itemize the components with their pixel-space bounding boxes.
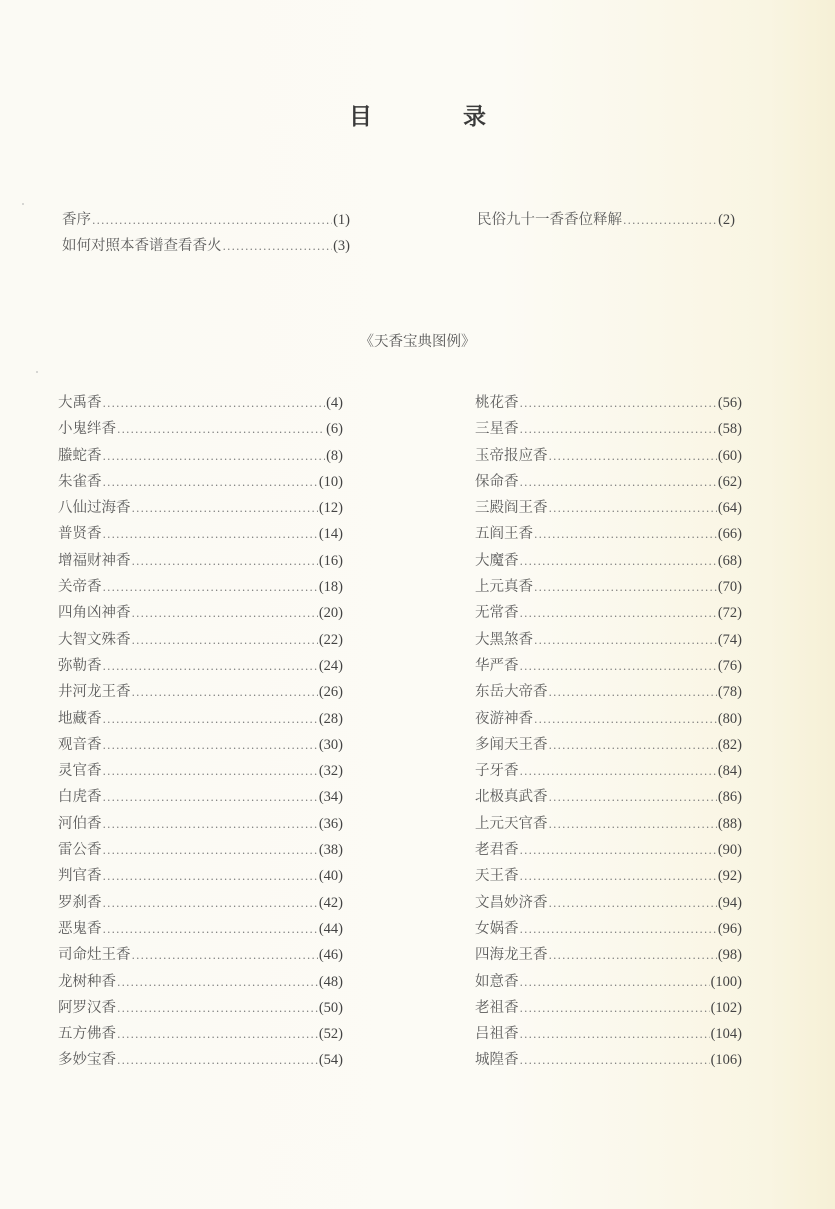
entry-title: 普贤香 [58, 526, 102, 543]
toc-entry[interactable] [58, 496, 343, 522]
entry-page-number: (52) [318, 1026, 343, 1043]
entry-title: 增福财神香 [58, 552, 131, 569]
dot-leader [223, 240, 333, 253]
dot-leader [520, 1054, 710, 1067]
entry-title: 上元天官香 [475, 815, 548, 832]
entry-title: 子牙香 [475, 763, 519, 780]
entry-title: 多妙宝香 [58, 1052, 116, 1069]
entry-page-number: (68) [717, 552, 742, 569]
toc-entry[interactable] [475, 943, 742, 969]
entry-title: 天王香 [475, 868, 519, 885]
toc-column-right [475, 391, 742, 1075]
dot-leader [117, 1054, 318, 1067]
dot-leader [520, 870, 717, 883]
toc-entry[interactable] [475, 654, 742, 680]
toc-entry[interactable] [475, 628, 742, 654]
toc-entry[interactable] [58, 996, 343, 1022]
dot-leader [132, 634, 318, 647]
dot-leader [534, 581, 717, 594]
entry-page-number: (40) [318, 868, 343, 885]
dot-leader [549, 818, 717, 831]
dot-leader [103, 739, 318, 752]
intro-list-right [477, 208, 735, 234]
dot-leader [103, 581, 318, 594]
entry-page-number: (10) [318, 473, 343, 490]
toc-column-left [58, 391, 343, 1075]
toc-entry[interactable] [475, 444, 742, 470]
entry-page-number: (32) [318, 763, 343, 780]
dot-leader [103, 844, 318, 857]
entry-page-number: (76) [717, 657, 742, 674]
entry-page-number: (2) [718, 212, 735, 228]
section-title: 《天香宝典图例》 [359, 334, 476, 350]
entry-page-number: (4) [326, 395, 343, 411]
entry-title: 北极真武香 [475, 789, 548, 806]
scan-speck [22, 203, 24, 205]
dot-leader [103, 660, 318, 673]
toc-entry[interactable] [58, 654, 343, 680]
toc-entry[interactable] [477, 208, 735, 234]
toc-entry[interactable] [475, 601, 742, 627]
toc-entry[interactable] [58, 417, 343, 443]
toc-entry[interactable] [58, 680, 343, 706]
entry-page-number: (54) [318, 1052, 343, 1069]
entry-title: 河伯香 [58, 815, 102, 832]
entry-page-number: (72) [717, 605, 742, 622]
entry-page-number: (38) [318, 842, 343, 859]
entry-title: 罗刹香 [58, 894, 102, 911]
entry-page-number: (88) [717, 815, 742, 832]
toc-entry[interactable] [475, 1022, 742, 1048]
toc-entry[interactable] [475, 575, 742, 601]
dot-leader [549, 791, 717, 804]
entry-page-number: (96) [717, 920, 742, 937]
toc-entry[interactable] [475, 1048, 742, 1074]
dot-leader [520, 555, 717, 568]
toc-entry[interactable] [475, 680, 742, 706]
entry-page-number: (74) [717, 631, 742, 648]
dot-leader [549, 686, 717, 699]
dot-leader [103, 897, 318, 910]
entry-page-number: (16) [318, 552, 343, 569]
dot-leader [549, 949, 717, 962]
entry-title: 八仙过海香 [58, 500, 131, 517]
entry-page-number: (48) [318, 973, 343, 990]
toc-entry[interactable] [58, 707, 343, 733]
entry-page-number: (12) [318, 500, 343, 517]
toc-entry[interactable] [58, 917, 343, 943]
toc-entry[interactable] [58, 891, 343, 917]
dot-leader [132, 555, 318, 568]
toc-entry[interactable] [58, 970, 343, 996]
toc-entry[interactable] [58, 1022, 343, 1048]
dot-leader [92, 214, 332, 227]
entry-page-number: (98) [717, 947, 742, 964]
toc-entry[interactable] [58, 943, 343, 969]
entry-title: 多闻天王香 [475, 736, 548, 753]
entry-title: 如意香 [475, 973, 519, 990]
entry-page-number: (86) [717, 789, 742, 806]
dot-leader [549, 897, 717, 910]
toc-entry[interactable] [475, 707, 742, 733]
entry-page-number: (94) [717, 894, 742, 911]
entry-page-number: (24) [318, 657, 343, 674]
entry-page-number: (28) [318, 710, 343, 727]
entry-title: 老祖香 [475, 999, 519, 1016]
dot-leader [117, 976, 318, 989]
entry-page-number: (14) [318, 526, 343, 543]
entry-title: 地藏香 [58, 710, 102, 727]
dot-leader [117, 1028, 318, 1041]
entry-page-number: (84) [717, 763, 742, 780]
toc-entry[interactable] [475, 496, 742, 522]
toc-entry[interactable] [58, 549, 343, 575]
entry-title: 保命香 [475, 473, 519, 490]
scan-speck [36, 371, 38, 373]
dot-leader [534, 634, 717, 647]
toc-entry[interactable] [475, 417, 742, 443]
entry-page-number: (34) [318, 789, 343, 806]
dot-leader [520, 976, 710, 989]
entry-page-number: (46) [318, 947, 343, 964]
toc-entry[interactable] [475, 996, 742, 1022]
dot-leader [520, 1002, 710, 1015]
toc-entry[interactable] [58, 733, 343, 759]
entry-title: 观音香 [58, 736, 102, 753]
toc-entry[interactable] [58, 759, 343, 785]
entry-page-number: (64) [717, 500, 742, 517]
entry-title: 上元真香 [475, 579, 533, 596]
entry-page-number: (106) [710, 1052, 742, 1069]
toc-entry[interactable] [62, 234, 350, 260]
entry-title: 民俗九十一香香位释解 [477, 212, 622, 228]
dot-leader [117, 423, 325, 436]
toc-entry[interactable] [58, 864, 343, 890]
toc-entry[interactable] [58, 601, 343, 627]
entry-title: 螣蛇香 [58, 447, 102, 464]
entry-page-number: (22) [318, 631, 343, 648]
dot-leader [520, 423, 717, 436]
entry-title: 四角凶神香 [58, 605, 131, 622]
dot-leader [549, 502, 717, 515]
dot-leader [103, 791, 318, 804]
dot-leader [103, 870, 318, 883]
dot-leader [520, 607, 717, 620]
entry-page-number: (30) [318, 736, 343, 753]
entry-title: 判官香 [58, 868, 102, 885]
entry-page-number: (50) [318, 999, 343, 1016]
entry-title: 大智文殊香 [58, 631, 131, 648]
entry-page-number: (3) [333, 238, 350, 255]
dot-leader [520, 923, 717, 936]
entry-title: 华严香 [475, 657, 519, 674]
entry-page-number: (18) [318, 579, 343, 596]
entry-title: 女娲香 [475, 920, 519, 937]
toc-entry[interactable] [58, 470, 343, 496]
dot-leader [132, 949, 318, 962]
dot-leader [103, 450, 326, 463]
dot-leader [520, 397, 717, 410]
toc-entry[interactable] [58, 838, 343, 864]
entry-title: 阿罗汉香 [58, 999, 116, 1016]
entry-title: 三星香 [475, 421, 519, 438]
entry-page-number: (56) [717, 395, 742, 411]
entry-title: 关帝香 [58, 579, 102, 596]
entry-title: 五阎王香 [475, 526, 533, 543]
entry-page-number: (26) [318, 684, 343, 701]
dot-leader [117, 1002, 318, 1015]
toc-entry[interactable] [475, 759, 742, 785]
entry-page-number: (78) [717, 684, 742, 701]
toc-entry[interactable] [58, 628, 343, 654]
toc-entry[interactable] [475, 891, 742, 917]
intro-list-left [62, 208, 350, 261]
entry-page-number: (100) [710, 973, 742, 990]
toc-entry[interactable] [58, 1048, 343, 1074]
page-title: 目 录 [349, 104, 520, 130]
entry-page-number: (82) [717, 736, 742, 753]
toc-entry[interactable] [58, 812, 343, 838]
toc-entry[interactable] [62, 208, 350, 234]
entry-title: 桃花香 [475, 395, 519, 411]
dot-leader [103, 528, 318, 541]
dot-leader [103, 476, 318, 489]
entry-title: 三殿阎王香 [475, 500, 548, 517]
toc-entry[interactable] [475, 812, 742, 838]
entry-title: 灵官香 [58, 763, 102, 780]
entry-page-number: (66) [717, 526, 742, 543]
entry-page-number: (1) [333, 212, 350, 228]
entry-title: 城隍香 [475, 1052, 519, 1069]
toc-entry[interactable] [58, 391, 343, 417]
dot-leader [520, 765, 717, 778]
toc-entry[interactable] [475, 785, 742, 811]
entry-title: 文昌妙济香 [475, 894, 548, 911]
dot-leader [534, 528, 717, 541]
dot-leader [132, 502, 318, 515]
entry-title: 吕祖香 [475, 1026, 519, 1043]
dot-leader [520, 476, 717, 489]
entry-title: 香序 [62, 212, 91, 228]
entry-page-number: (90) [717, 842, 742, 859]
toc-entry[interactable] [475, 917, 742, 943]
entry-title: 五方佛香 [58, 1026, 116, 1043]
entry-title: 雷公香 [58, 842, 102, 859]
entry-title: 老君香 [475, 842, 519, 859]
toc-entry[interactable] [475, 470, 742, 496]
toc-entry[interactable] [475, 970, 742, 996]
toc-entry[interactable] [475, 391, 742, 417]
dot-leader [103, 713, 318, 726]
entry-title: 东岳大帝香 [475, 684, 548, 701]
entry-page-number: (20) [318, 605, 343, 622]
toc-entry[interactable] [475, 549, 742, 575]
dot-leader [103, 818, 318, 831]
dot-leader [132, 607, 318, 620]
toc-entry[interactable] [58, 444, 343, 470]
entry-title: 恶鬼香 [58, 920, 102, 937]
entry-title: 四海龙王香 [475, 947, 548, 964]
toc-entry[interactable] [58, 785, 343, 811]
entry-title: 白虎香 [58, 789, 102, 806]
dot-leader [520, 660, 717, 673]
dot-leader [623, 214, 717, 227]
dot-leader [132, 686, 318, 699]
entry-title: 弥勒香 [58, 657, 102, 674]
entry-title: 司命灶王香 [58, 947, 131, 964]
entry-title: 龙树种香 [58, 973, 116, 990]
toc-entry[interactable] [58, 575, 343, 601]
entry-page-number: (44) [318, 920, 343, 937]
entry-page-number: (8) [326, 447, 343, 464]
entry-title: 朱雀香 [58, 473, 102, 490]
dot-leader [534, 713, 717, 726]
entry-title: 井河龙王香 [58, 684, 131, 701]
toc-entry[interactable] [475, 864, 742, 890]
entry-title: 夜游神香 [475, 710, 533, 727]
dot-leader [520, 1028, 710, 1041]
entry-title: 大黑煞香 [475, 631, 533, 648]
entry-page-number: (92) [717, 868, 742, 885]
entry-page-number: (6) [326, 421, 343, 438]
entry-page-number: (60) [717, 447, 742, 464]
toc-entry[interactable] [475, 522, 742, 548]
entry-page-number: (62) [717, 473, 742, 490]
entry-page-number: (104) [710, 1026, 742, 1043]
dot-leader [549, 450, 717, 463]
entry-title: 大魔香 [475, 552, 519, 569]
entry-page-number: (70) [717, 579, 742, 596]
entry-page-number: (102) [710, 999, 742, 1016]
entry-title: 大禹香 [58, 395, 102, 411]
entry-title: 小鬼绊香 [58, 421, 116, 438]
entry-page-number: (36) [318, 815, 343, 832]
toc-entry[interactable] [475, 733, 742, 759]
toc-entry[interactable] [475, 838, 742, 864]
dot-leader [103, 397, 326, 410]
dot-leader [103, 765, 318, 778]
entry-title: 玉帝报应香 [475, 447, 548, 464]
dot-leader [549, 739, 717, 752]
entry-page-number: (80) [717, 710, 742, 727]
entry-title: 无常香 [475, 605, 519, 622]
entry-page-number: (42) [318, 894, 343, 911]
dot-leader [103, 923, 318, 936]
dot-leader [520, 844, 717, 857]
entry-page-number: (58) [717, 421, 742, 438]
entry-title: 如何对照本香谱查看香火 [62, 238, 222, 255]
toc-entry[interactable] [58, 522, 343, 548]
